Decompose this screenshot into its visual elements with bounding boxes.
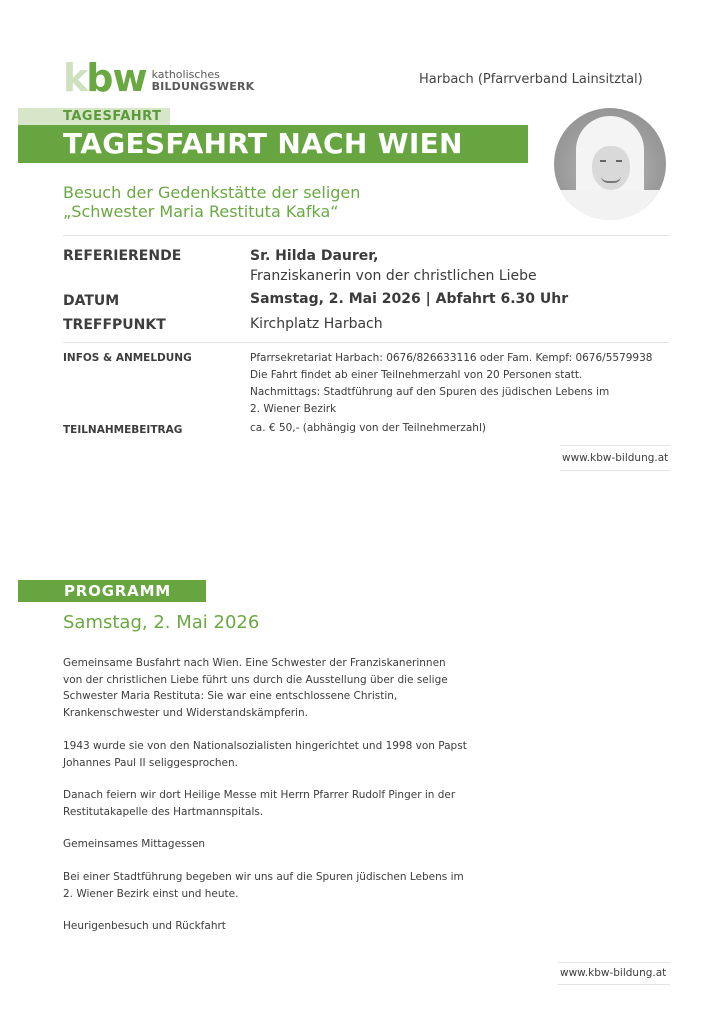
paragraph-line: Schwester Maria Restituta: Sie war eine entschlossene Christin, xyxy=(63,690,398,702)
portrait-photo xyxy=(554,108,666,220)
location: Harbach (Pfarrverband Lainsitztal) xyxy=(419,72,643,87)
programm-paragraph xyxy=(63,869,503,902)
portrait-face xyxy=(592,146,630,190)
paragraph-line: Johannes Paul II seliggesprochen. xyxy=(63,756,239,769)
paragraph-line: Gemeinsames Mittagessen xyxy=(63,838,206,850)
paragraph-line: von der christlichen Liebe führt uns durch die Ausstellung über die selige xyxy=(63,673,448,686)
label-teilnahmebeitrag: TEILNAHMEBEITRAG xyxy=(63,424,183,436)
subtitle xyxy=(63,183,360,221)
website-link-top[interactable]: www.kbw-bildung.at xyxy=(562,452,669,464)
subtitle-line1: Besuch der Gedenkstätte der seligen xyxy=(63,183,361,202)
website-link-bottom[interactable]: www.kbw-bildung.at xyxy=(560,967,667,979)
divider xyxy=(63,235,669,236)
label-datum: DATUM xyxy=(63,293,120,309)
paragraph-line: 1943 wurde sie von den Nationalsozialisten hingerichtet und 1998 von Papst xyxy=(63,740,467,752)
logo-line1: katholisches xyxy=(151,68,220,81)
infos-line: 2. Wiener Bezirk xyxy=(250,403,337,415)
kbw-logo xyxy=(63,56,255,100)
paragraph-line: Danach feiern wir dort Heilige Messe mit Herrn Pfarrer Rudolf Pinger in der xyxy=(63,789,456,801)
logo-text xyxy=(152,69,255,94)
programm-date: Samstag, 2. Mai 2026 xyxy=(63,612,260,633)
infos-line: Pfarrsekretariat Harbach: 0676/826633116 oder Fam. Kempf: 0676/5579938 xyxy=(250,352,653,364)
programm-heading: PROGRAMM xyxy=(64,582,172,600)
subtitle-line2: „Schwester Maria Restituta Kafka“ xyxy=(63,202,339,221)
logo-mark-k: k xyxy=(63,56,87,100)
paragraph-line: Heurigenbesuch und Rückfahrt xyxy=(63,920,226,932)
infos-value xyxy=(250,350,690,418)
label-infos: INFOS & ANMELDUNG xyxy=(63,352,192,364)
programm-paragraph xyxy=(63,787,503,820)
paragraph-line: Bei einer Stadtführung begeben wir uns auf die Spuren jüdischen Lebens im xyxy=(63,871,464,883)
portrait-shoulders xyxy=(554,190,666,220)
kicker: TAGESFAHRT xyxy=(63,109,162,124)
programm-paragraph xyxy=(63,655,503,721)
speaker-order: Franziskanerin von der christlichen Liebe xyxy=(250,268,537,284)
divider xyxy=(558,962,670,963)
label-referierende: REFERIERENDE xyxy=(63,248,182,264)
paragraph-line: 2. Wiener Bezirk einst und heute. xyxy=(63,887,239,900)
logo-line2: BILDUNGSWERK xyxy=(151,80,255,93)
programm-paragraph xyxy=(63,738,503,771)
infos-line: Die Fahrt findet ab einer Teilnehmerzahl von 20 Personen statt. xyxy=(250,369,583,381)
portrait-eye xyxy=(600,160,606,162)
programm-paragraph xyxy=(63,836,503,853)
paragraph-line: Restitutakapelle des Hartmannspitals. xyxy=(63,805,264,818)
date-value: Samstag, 2. Mai 2026 | Abfahrt 6.30 Uhr xyxy=(250,291,569,307)
divider xyxy=(560,445,670,446)
label-treffpunkt: TREFFPUNKT xyxy=(63,317,166,333)
logo-mark-bw: bw xyxy=(86,56,147,100)
paragraph-line: Krankenschwester und Widerstandskämpferin. xyxy=(63,706,309,719)
speaker-name: Sr. Hilda Daurer, xyxy=(250,248,379,264)
meeting-point-value: Kirchplatz Harbach xyxy=(250,316,383,332)
infos-line: Nachmittags: Stadtführung auf den Spuren des jüdischen Lebens im xyxy=(250,386,610,398)
divider xyxy=(63,342,669,343)
programm-paragraph xyxy=(63,918,503,935)
fee-value: ca. € 50,- (abhängig von der Teilnehmerzahl) xyxy=(250,422,486,434)
paragraph-line: Gemeinsame Busfahrt nach Wien. Eine Schwester der Franziskanerinnen xyxy=(63,657,446,669)
page-title: TAGESFAHRT NACH WIEN xyxy=(63,127,463,160)
divider xyxy=(558,984,670,985)
divider xyxy=(560,470,670,471)
portrait-eye xyxy=(616,160,622,162)
